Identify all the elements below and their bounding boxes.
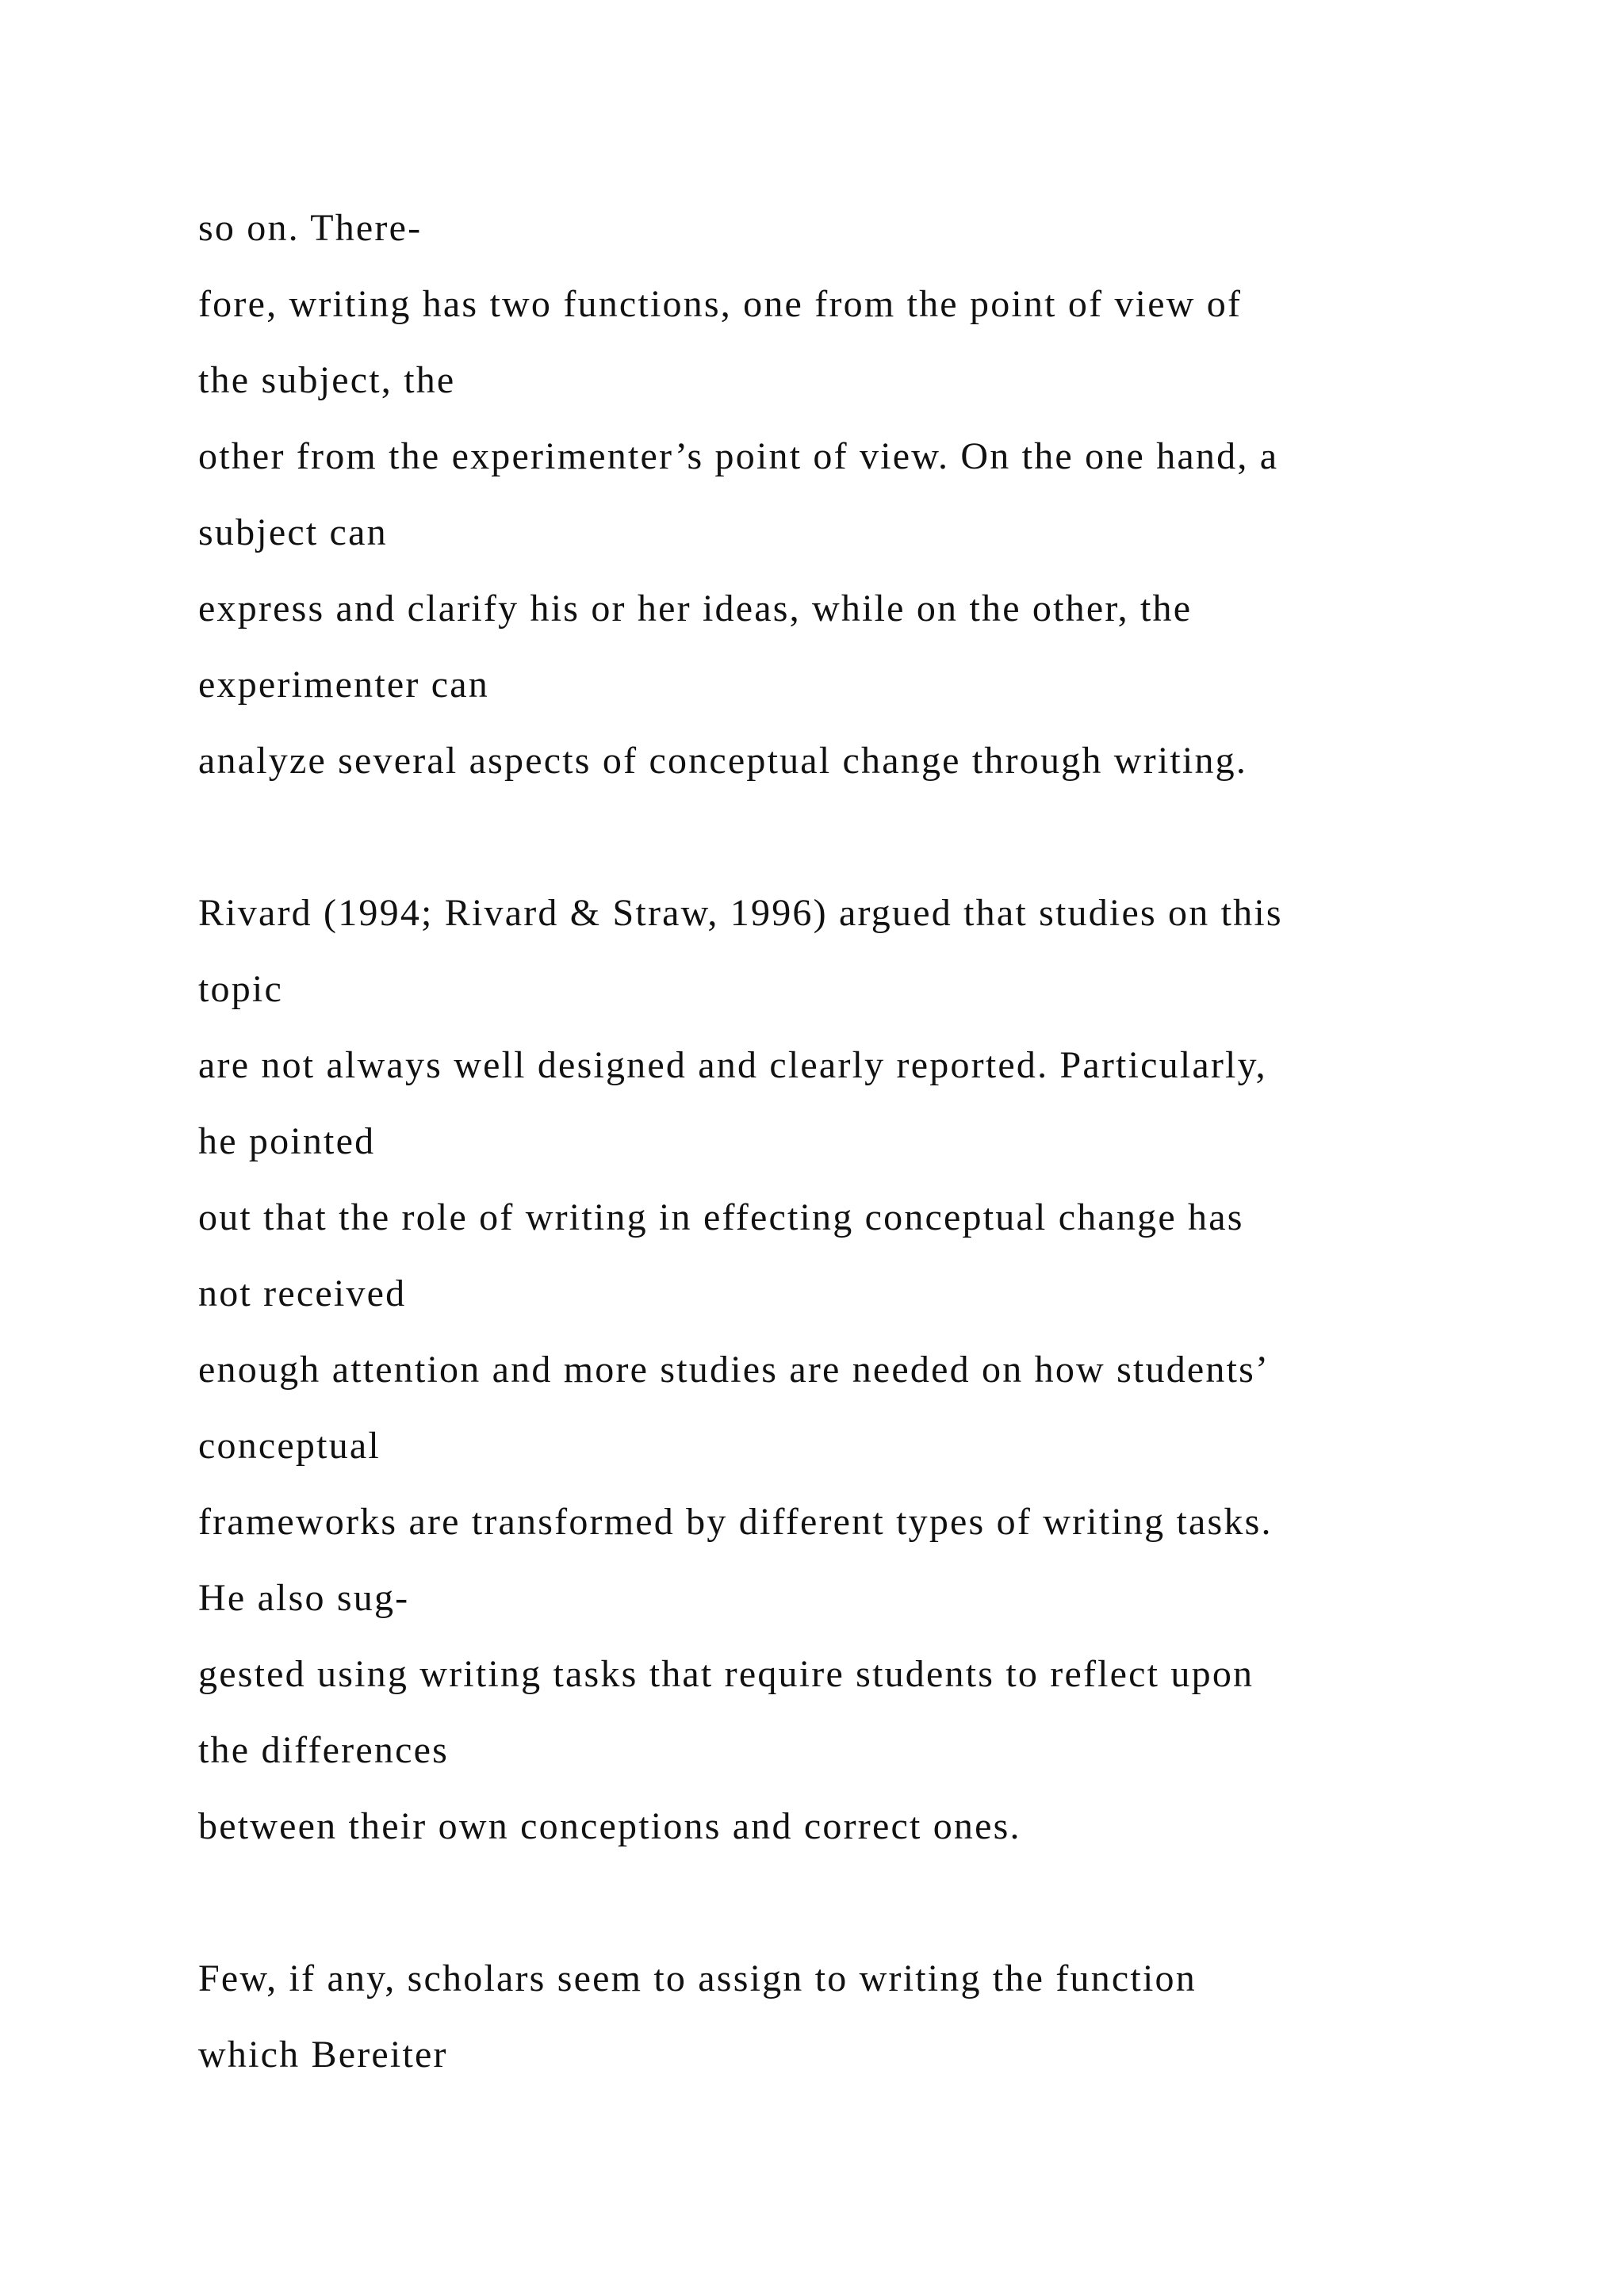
text-line: he pointed: [198, 1120, 376, 1162]
paragraph-2: [198, 875, 1546, 1865]
text-line: conceptual: [198, 1425, 381, 1467]
text-line: He also sug-: [198, 1577, 410, 1619]
text-line: not received: [198, 1272, 407, 1314]
text-line: the differences: [198, 1729, 449, 1771]
text-line: Few, if any, scholars seem to assign to writing the function: [198, 1957, 1197, 1999]
text-line: fore, writing has two functions, one from the point of view of: [198, 283, 1243, 325]
text-line: Rivard (1994; Rivard & Straw, 1996) argued that studies on this: [198, 892, 1283, 934]
text-line: are not always well designed and clearly reported. Particularly,: [198, 1044, 1267, 1086]
text-line: the subject, the: [198, 359, 456, 401]
paragraph-3: [198, 1941, 1546, 2093]
text-line: express and clarify his or her ideas, while on the other, the: [198, 587, 1193, 629]
text-line: analyze several aspects of conceptual change through writing.: [198, 740, 1248, 782]
text-line: other from the experimenter’s point of view. On the one hand, a: [198, 435, 1279, 477]
paragraph-break: [198, 1865, 1546, 1941]
text-line: out that the role of writing in effecting conceptual change has: [198, 1196, 1244, 1238]
text-line: frameworks are transformed by different types of writing tasks.: [198, 1501, 1273, 1543]
text-line: enough attention and more studies are needed on how students’: [198, 1349, 1270, 1391]
paragraph-1: [198, 190, 1546, 799]
text-line: so on. There-: [198, 207, 423, 249]
text-line: experimenter can: [198, 664, 490, 706]
text-line: gested using writing tasks that require students to reflect upon: [198, 1653, 1254, 1695]
text-line: which Bereiter: [198, 2034, 448, 2076]
text-line: topic: [198, 968, 283, 1010]
text-line: subject can: [198, 511, 388, 553]
body-text: [198, 190, 1546, 2093]
text-line: between their own conceptions and correct ones.: [198, 1805, 1021, 1847]
paragraph-break: [198, 799, 1546, 875]
